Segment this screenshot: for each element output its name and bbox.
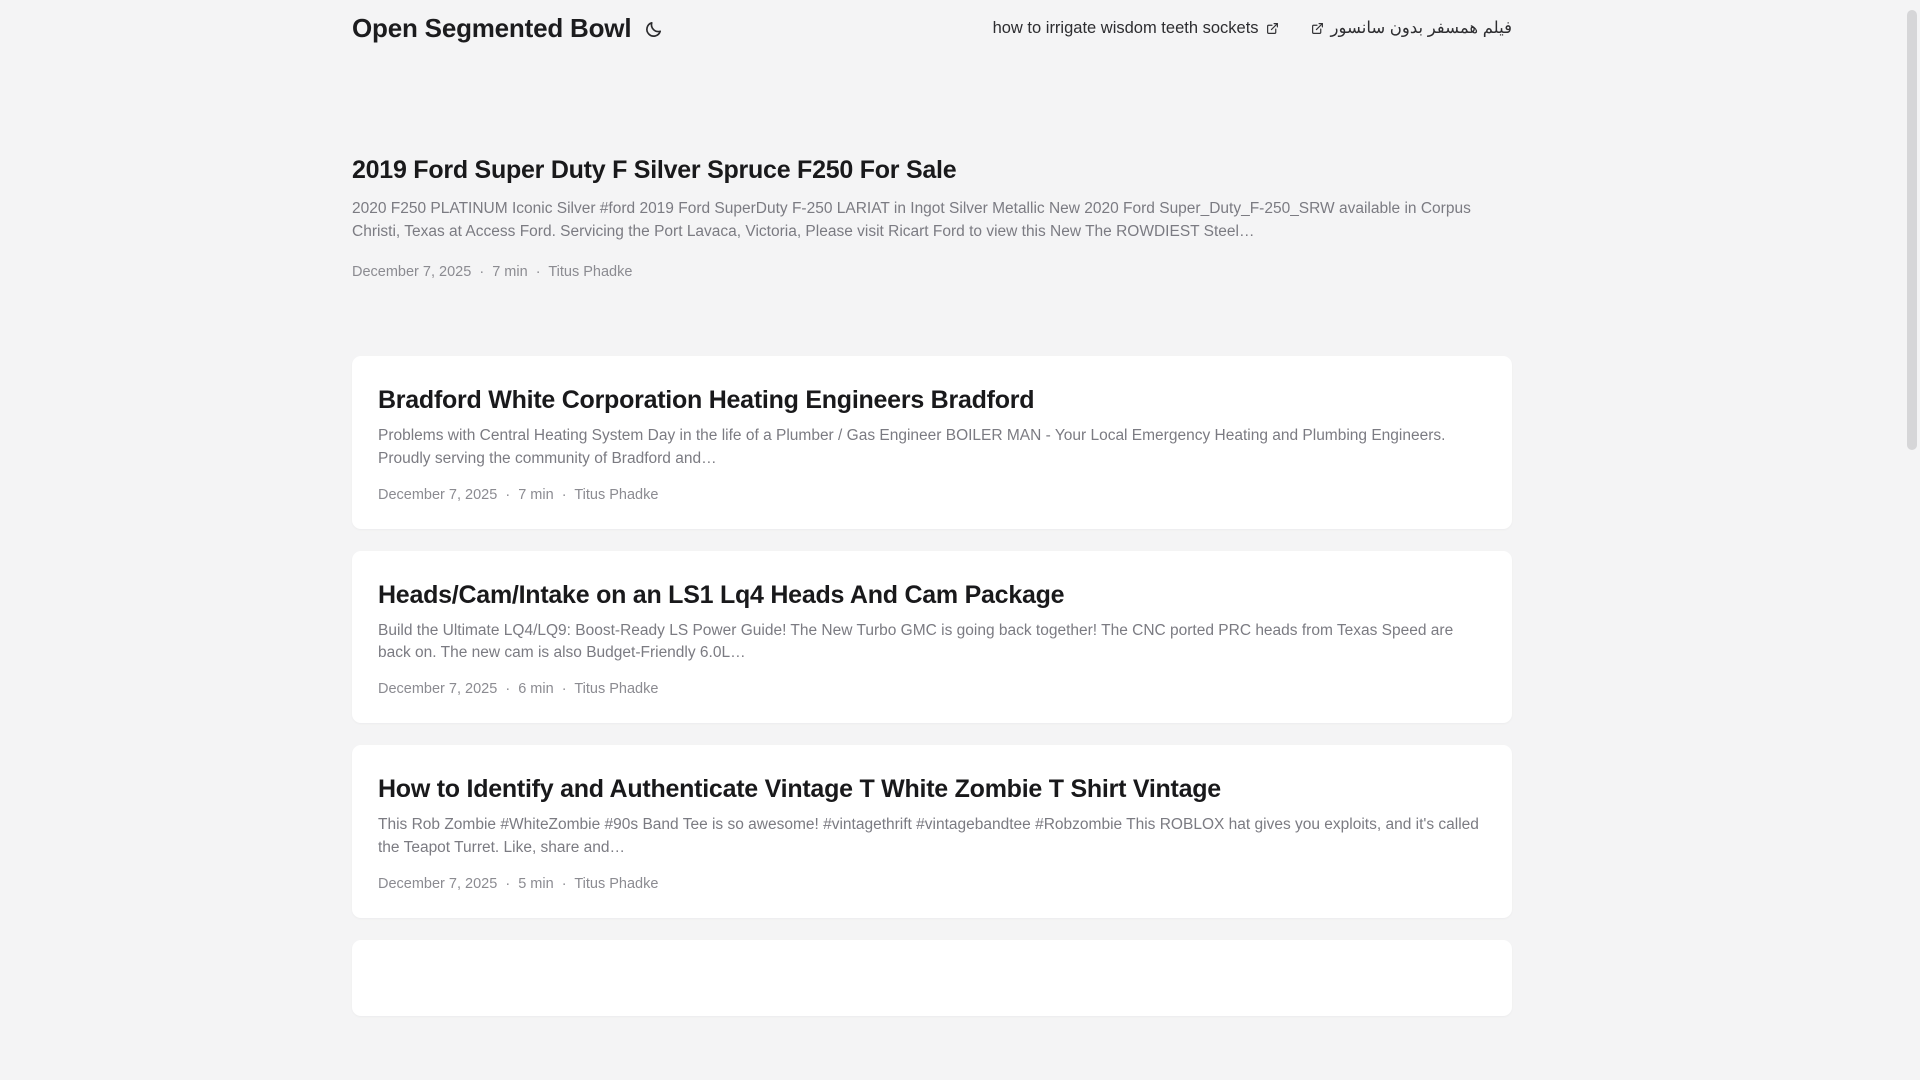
meta-separator: · — [505, 486, 511, 503]
meta-separator: · — [561, 875, 567, 892]
post-title[interactable]: 2019 Ford Super Duty F Silver Spruce F250 For Sale — [352, 155, 957, 184]
nav-link-1[interactable] — [1311, 19, 1512, 39]
post-date: December 7, 2025 — [378, 875, 498, 892]
post-meta — [378, 875, 1482, 894]
post-item[interactable] — [352, 154, 1512, 282]
nav-link-0[interactable] — [993, 19, 1279, 39]
post-summary: Problems with Central Heating System Day in the life of a Plumber / Gas Engineer BOILER MAN - Your Local Emergency Heating and Plumbing Engineers. Proudly serving the community of Bradford and… — [378, 427, 1446, 468]
site-title[interactable]: Open Segmented Bowl — [352, 13, 632, 43]
post-author: Titus Phadke — [548, 264, 633, 281]
post-meta — [378, 486, 1482, 505]
post-summary: This Rob Zombie #WhiteZombie #90s Band Tee is so awesome! #vintagethrift #vintagebandtee #Robzombie This ROBLOX hat gives you exploits, and it's called the Teapot Turret. Like, share and… — [378, 816, 1479, 856]
post-title[interactable]: Bradford White Corporation Heating Engineers Bradford — [378, 386, 1035, 415]
post-author: Titus Phadke — [574, 875, 659, 892]
post-title[interactable]: How to Identify and Authenticate Vintage T White Zombie T Shirt Vintage — [378, 775, 1221, 804]
post-item[interactable] — [352, 551, 1512, 723]
post-read-time: 7 min — [518, 486, 554, 503]
post-read-time: 5 min — [518, 875, 554, 892]
post-item[interactable] — [352, 940, 1512, 1016]
post-read-time: 6 min — [518, 681, 554, 698]
post-summary: Build the Ultimate LQ4/LQ9: Boost-Ready LS Power Guide! The New Turbo GMC is going back together! The CNC ported PRC heads from Texas Speed are back on. The new cam is also Budget-Friendly 6.0L… — [378, 621, 1454, 662]
post-list — [352, 54, 1512, 1016]
post-item[interactable] — [352, 745, 1512, 917]
post-meta — [352, 263, 1512, 282]
meta-separator: · — [505, 681, 511, 698]
nav-link-0-label: how to irrigate wisdom teeth sockets — [992, 19, 1259, 38]
meta-separator: · — [561, 681, 567, 698]
post-date: December 7, 2025 — [378, 486, 498, 503]
post-author: Titus Phadke — [574, 681, 659, 698]
meta-separator: · — [479, 264, 485, 281]
scrollbar-thumb[interactable] — [1907, 10, 1917, 450]
post-read-time: 7 min — [492, 264, 528, 281]
site-nav — [993, 19, 1512, 39]
post-item[interactable] — [352, 356, 1512, 528]
moon-icon[interactable] — [642, 19, 664, 41]
meta-separator: · — [505, 875, 511, 892]
post-date: December 7, 2025 — [352, 264, 472, 281]
scrollbar-track[interactable] — [1904, 0, 1920, 1080]
post-meta — [378, 680, 1482, 699]
site-header — [352, 0, 1512, 54]
nav-link-1-label: فیلم همسفر بدون سانسور — [1330, 19, 1512, 38]
post-author: Titus Phadke — [574, 486, 659, 503]
meta-separator: · — [561, 486, 567, 503]
post-summary: 2020 F250 PLATINUM Iconic Silver #ford 2019 Ford SuperDuty F-250 LARIAT in Ingot Silver Metallic New 2020 Ford Super_Duty_F-250_SRW available in Corpus Christi, Texas at Access Ford. Servicing the Port Lavaca, Victoria, Please visit Ricart Ford to view this New The ROWDIEST Steel… — [352, 199, 1471, 240]
post-date: December 7, 2025 — [378, 681, 498, 698]
external-link-icon — [1311, 22, 1324, 35]
brand-block — [352, 14, 664, 44]
meta-separator: · — [535, 264, 541, 281]
post-title[interactable]: Heads/Cam/Intake on an LS1 Lq4 Heads And Cam Package — [378, 580, 1065, 609]
external-link-icon — [1266, 22, 1279, 35]
